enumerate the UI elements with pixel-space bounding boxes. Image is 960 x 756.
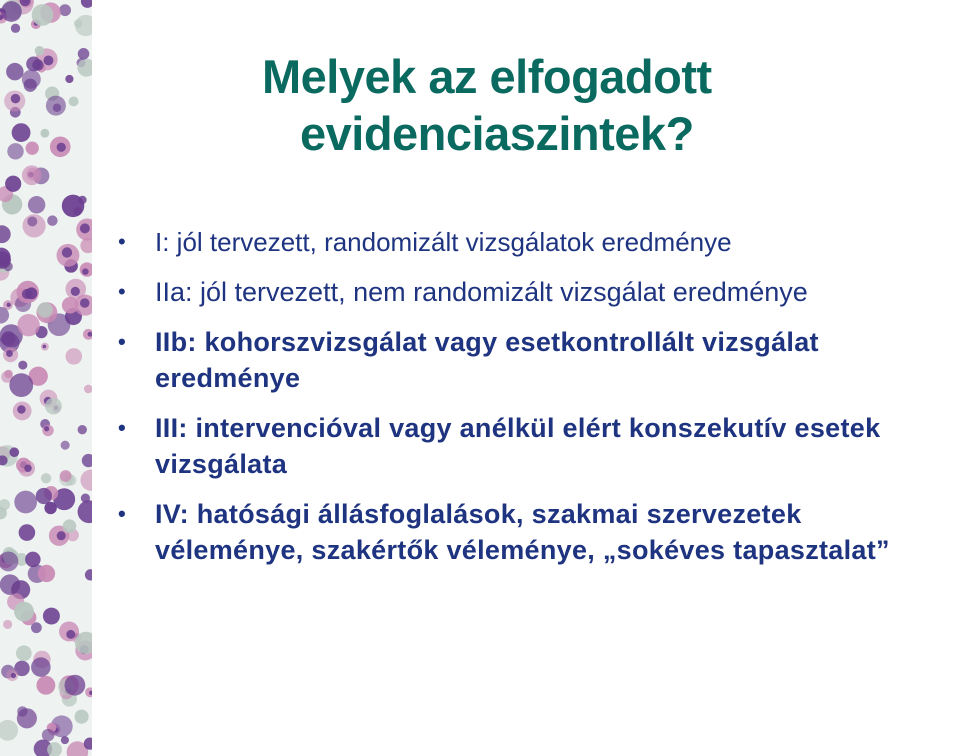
list-item-text: IIa: jól tervezett, nem randomizált vizsgálat eredménye (155, 277, 808, 307)
list-item-text: III: intervencióval vagy anélkül elért konszekutív esetek vizsgálata (155, 413, 881, 479)
blood-cell (4, 370, 12, 378)
evidence-level-list (118, 224, 953, 582)
blood-cell (5, 176, 21, 192)
blood-cell (69, 96, 79, 106)
blood-cell (0, 574, 20, 594)
blood-cell (36, 676, 55, 695)
bullet-icon: • (118, 229, 126, 254)
blood-cell (47, 215, 57, 225)
blood-cell (25, 552, 40, 567)
blood-cell (0, 225, 11, 243)
cell-nucleus (80, 298, 90, 308)
blood-cell (59, 4, 71, 16)
cell-nucleus (44, 426, 49, 431)
cell-nucleus (11, 94, 20, 103)
cell-nucleus (57, 143, 66, 152)
blood-cell (43, 608, 60, 625)
blood-cell (19, 524, 36, 541)
blood-cell (1, 331, 15, 345)
bullet-icon: • (118, 329, 127, 354)
blood-cell (81, 0, 92, 8)
blood-cell (62, 297, 79, 314)
blood-cell (36, 488, 52, 504)
blood-cell (22, 165, 42, 185)
blood-cell (80, 470, 92, 491)
blood-cell (25, 287, 37, 299)
blood-cell (82, 454, 92, 467)
blood-cell (9, 447, 19, 457)
blood-cell (75, 710, 89, 724)
blood-cell (26, 142, 39, 155)
blood-cell (38, 565, 55, 582)
list-item-text: IV: hatósági állásfoglalások, szakmai szervezetek véleménye, szakértők véleménye, „sokéves tapasztalat” (155, 499, 890, 565)
blood-cell (3, 620, 12, 629)
cell-nucleus (66, 630, 75, 639)
cell-nucleus (71, 287, 80, 296)
cell-nucleus (80, 223, 90, 233)
blood-cell (42, 729, 55, 742)
blood-cell (11, 24, 20, 33)
cell-nucleus (24, 464, 32, 472)
blood-cell (35, 46, 45, 56)
blood-cell (46, 96, 66, 116)
blood-cell (78, 425, 87, 434)
list-item-text: IIb: kohorszvizsgálat vagy esetkontrollált vizsgálat eredménye (155, 327, 819, 393)
list-item-level-iib (118, 324, 953, 396)
blood-cell (6, 63, 23, 80)
blood-cell (65, 348, 82, 365)
cell-nucleus (43, 345, 47, 349)
blood-cell (65, 75, 73, 83)
blood-cell (12, 123, 31, 142)
blood-cell (26, 57, 41, 72)
cell-nucleus (62, 247, 72, 257)
list-item-level-iia (118, 274, 953, 310)
blood-cell (74, 207, 82, 215)
blood-cell (22, 70, 41, 89)
cell-nucleus (7, 303, 11, 307)
blood-cell (74, 19, 82, 27)
bullet-icon: • (118, 501, 127, 526)
blood-cell (61, 736, 69, 744)
bullet-icon: • (118, 415, 127, 440)
blood-cell (61, 441, 70, 450)
list-item-level-i (118, 224, 953, 260)
blood-cell (62, 195, 85, 218)
blood-cell (9, 373, 33, 397)
blood-smear-illustration (0, 0, 92, 756)
blood-cell (16, 645, 32, 661)
blood-cell (14, 602, 34, 622)
cell-nucleus (57, 531, 66, 540)
cell-nucleus (17, 405, 25, 413)
blood-cell (41, 473, 51, 483)
list-item-level-iv (118, 496, 953, 568)
list-item-level-iii (118, 410, 953, 482)
blood-cell (32, 4, 54, 26)
slide-title-line-2: evidenciaszintek? (300, 107, 694, 160)
blood-cell-image-strip (0, 0, 92, 756)
blood-cell (14, 491, 37, 514)
blood-cell (60, 470, 72, 482)
slide-title (262, 48, 942, 162)
cell-nucleus (11, 673, 16, 678)
bullet-icon: • (118, 279, 126, 304)
list-item-text: I: jól tervezett, randomizált vizsgálatok eredménye (155, 227, 732, 257)
blood-cell (0, 720, 18, 741)
blood-cell (7, 143, 23, 159)
cell-nucleus (43, 55, 53, 65)
slide-title-line-1: Melyek az elfogadott (262, 50, 712, 103)
cell-nucleus (82, 268, 89, 275)
blood-cell (40, 129, 49, 138)
blood-cell (17, 314, 39, 336)
blood-cell (17, 706, 27, 716)
blood-cell (45, 398, 62, 415)
blood-cell (27, 216, 37, 226)
blood-cell (18, 361, 27, 370)
blood-cell (81, 493, 90, 502)
blood-cell (84, 385, 92, 394)
blood-cell (37, 302, 53, 318)
cell-nucleus (6, 350, 13, 357)
blood-cell (63, 519, 77, 533)
blood-cell (1, 1, 22, 22)
blood-cell (78, 48, 90, 60)
blood-cell (85, 569, 92, 580)
blood-cell (78, 500, 92, 523)
blood-cell (28, 196, 45, 213)
blood-cell (31, 657, 51, 677)
blood-cell (64, 675, 85, 696)
